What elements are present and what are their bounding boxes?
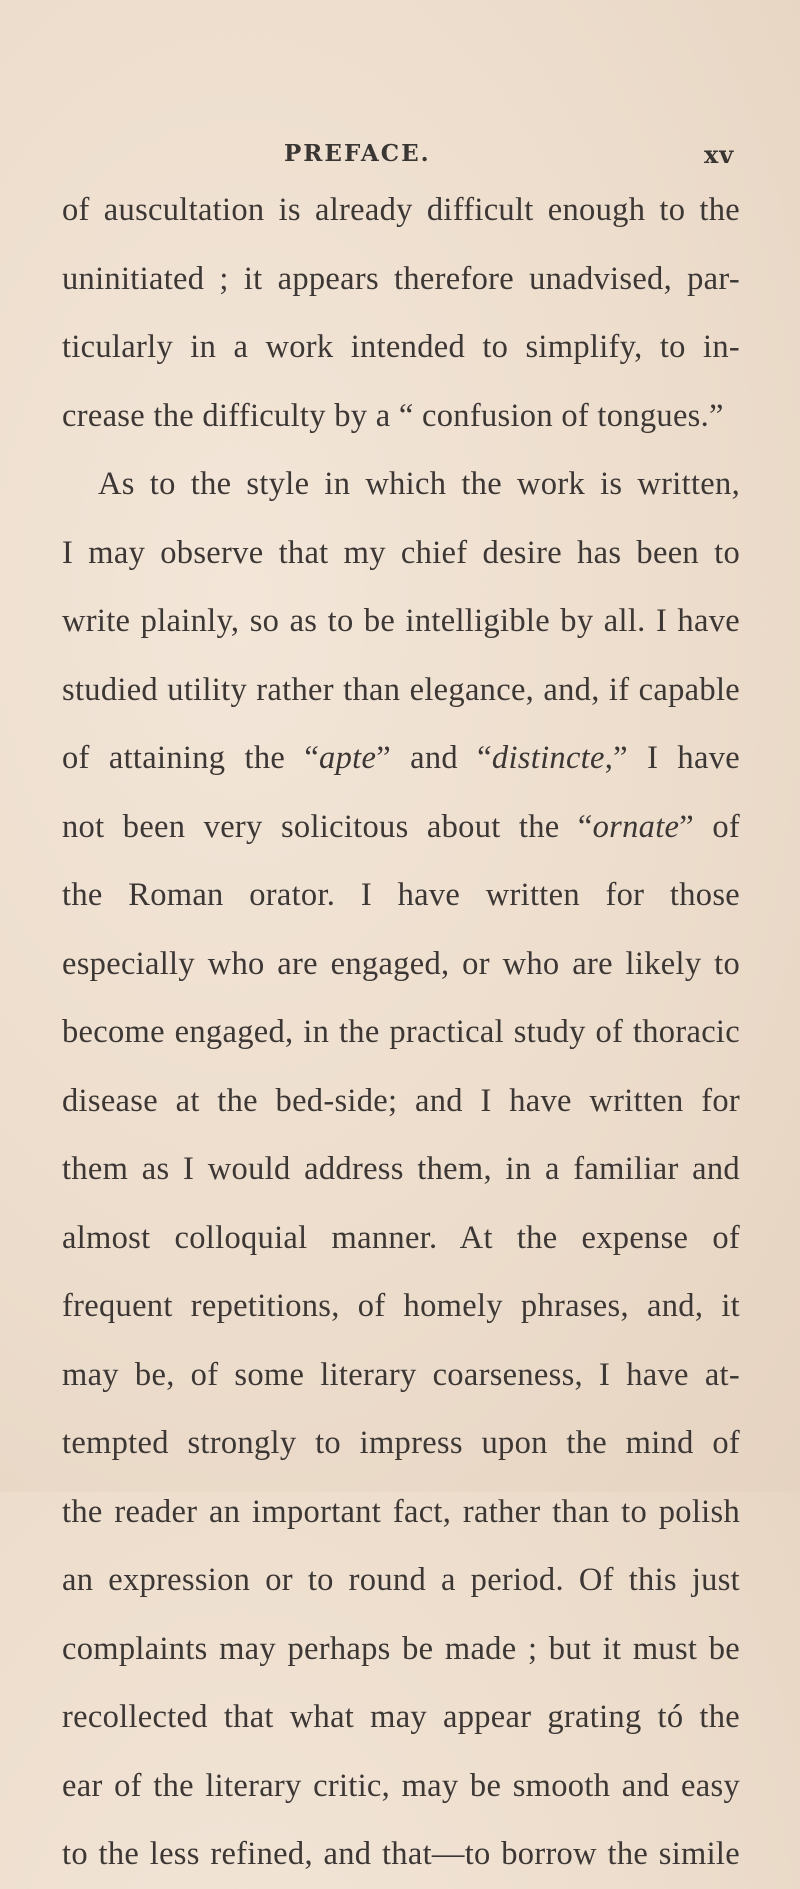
body-text bbox=[62, 176, 740, 1889]
text-line bbox=[62, 1820, 740, 1889]
running-head: PREFACE. bbox=[284, 140, 431, 167]
text-line bbox=[62, 587, 740, 656]
text-segment: of auscultation is already difficult enough to the bbox=[62, 192, 740, 228]
text-segment: the Roman orator. I have written for those bbox=[62, 877, 740, 913]
text-segment: recollected that what may appear grating tó the bbox=[62, 1699, 740, 1735]
text-segment: As to the style in which the work is written, bbox=[98, 466, 740, 502]
page-number: xv bbox=[704, 140, 735, 169]
text-segment: ,” I have bbox=[604, 740, 740, 776]
text-segment: crease the difficulty by a “ confusion of tongues.” bbox=[62, 397, 724, 434]
text-line bbox=[62, 1478, 740, 1547]
text-segment: an expression or to round a period. Of this just bbox=[62, 1562, 740, 1598]
text-line bbox=[62, 724, 740, 793]
text-segment: almost colloquial manner. At the expense of bbox=[62, 1219, 740, 1256]
text-segment: I may observe that my chief desire has been to bbox=[62, 534, 740, 571]
text-line bbox=[62, 1683, 740, 1752]
text-segment: of attaining the “ bbox=[62, 740, 320, 776]
text-line bbox=[62, 861, 740, 930]
text-segment: frequent repetitions, of homely phrases, and, it bbox=[62, 1288, 740, 1324]
text-line bbox=[62, 1272, 740, 1341]
text-line bbox=[62, 1067, 740, 1136]
text-segment: ” and “ bbox=[376, 740, 492, 776]
text-line bbox=[62, 793, 740, 862]
text-line bbox=[62, 313, 740, 382]
page-header bbox=[0, 140, 800, 180]
text-segment: not been very solicitous about the “ bbox=[62, 808, 593, 845]
text-segment: ” of bbox=[679, 808, 740, 845]
text-line bbox=[62, 1546, 740, 1615]
text-line bbox=[62, 1409, 740, 1478]
text-line bbox=[62, 245, 740, 314]
text-line bbox=[62, 1615, 740, 1684]
text-line bbox=[62, 930, 740, 999]
text-segment: become engaged, in the practical study of thoracic bbox=[62, 1014, 740, 1050]
text-segment: disease at the bed-side; and I have written for bbox=[62, 1082, 740, 1119]
italic-word: ornate bbox=[592, 808, 680, 845]
text-segment: ear of the literary critic, may be smooth and easy bbox=[62, 1767, 740, 1804]
text-line bbox=[62, 656, 740, 725]
text-segment: ticularly in a work intended to simplify, to in- bbox=[62, 329, 740, 365]
text-segment: especially who are engaged, or who are likely to bbox=[62, 945, 740, 982]
text-line bbox=[62, 382, 740, 451]
text-segment: them as I would address them, in a familiar and bbox=[62, 1151, 740, 1187]
text-segment: studied utility rather than elegance, and, if capable bbox=[62, 671, 740, 708]
text-line bbox=[62, 450, 740, 519]
text-segment: tempted strongly to impress upon the mind of bbox=[62, 1425, 740, 1461]
text-line bbox=[62, 176, 740, 245]
text-segment: uninitiated ; it appears therefore unadvised, par- bbox=[62, 260, 740, 297]
text-line bbox=[62, 1341, 740, 1410]
text-line bbox=[62, 1135, 740, 1204]
text-segment: may be, of some literary coarseness, I have at- bbox=[62, 1356, 740, 1393]
italic-word: distincte bbox=[491, 740, 605, 776]
text-segment: complaints may perhaps be made ; but it must be bbox=[62, 1630, 740, 1667]
text-segment: write plainly, so as to be intelligible by all. I have bbox=[62, 603, 740, 639]
text-segment: the reader an important fact, rather than to polish bbox=[62, 1493, 740, 1530]
text-line bbox=[62, 519, 740, 588]
italic-word: apte bbox=[319, 740, 377, 776]
text-line bbox=[62, 998, 740, 1067]
text-line bbox=[62, 1752, 740, 1821]
text-segment: to the less refined, and that—to borrow the simile bbox=[62, 1836, 740, 1872]
text-line bbox=[62, 1204, 740, 1273]
